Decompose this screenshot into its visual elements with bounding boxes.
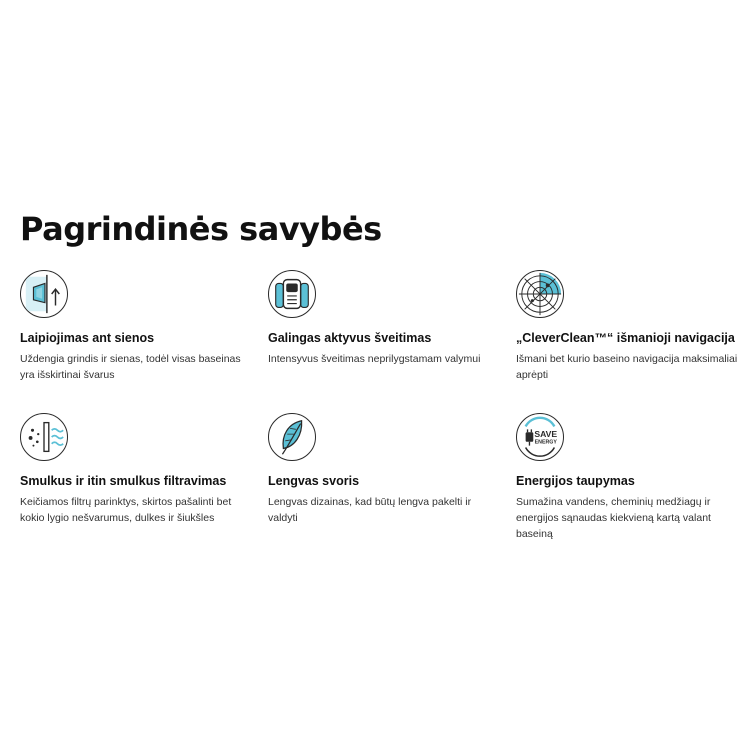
feature-title: Energijos taupymas: [516, 474, 635, 488]
save-energy-line2: ENERGY: [534, 439, 557, 446]
feather-icon: [268, 413, 316, 461]
feature-description: Uždengia grindis ir sienas, todėl visas baseinas yra išskirtinai švarus: [20, 353, 241, 381]
feature-title: Lengvas svoris: [268, 474, 360, 488]
feature-active-brushing: [268, 270, 498, 367]
feature-description: Išmani bet kurio baseino navigacija maksimaliai aprėpti: [516, 353, 738, 381]
radar-navigation-icon: [516, 270, 564, 318]
feature-description: Keičiamos filtrų parinktys, skirtos pašalinti bet kokio lygio nešvarumus, dulkes ir šiukšles: [20, 496, 232, 524]
feature-description: Intensyvus šveitimas neprilygstamam valymui: [268, 353, 481, 365]
feature-title: Laipiojimas ant sienos: [20, 331, 155, 345]
save-energy-line1: SAVE: [534, 429, 558, 439]
feature-description: Sumažina vandens, cheminių medžiagų ir energijos sąnaudas kiekvieną kartą valant baseiną: [516, 496, 711, 540]
save-energy-icon: [516, 413, 564, 461]
active-brushing-icon: [268, 270, 316, 318]
page-title: Pagrindinės savybės: [20, 210, 382, 248]
feature-energy-saving: [516, 413, 746, 542]
feature-title: Smulkus ir itin smulkus filtravimas: [20, 474, 227, 488]
filter-icon: [20, 413, 68, 461]
wall-climbing-icon: [20, 270, 68, 318]
feature-wall-climbing: [20, 270, 250, 383]
feature-cleverclean-navigation: [516, 270, 746, 383]
feature-description: Lengvas dizainas, kad būtų lengva pakelti ir valdyti: [268, 496, 472, 524]
feature-title: „CleverClean™“ išmanioji navigacija: [516, 331, 735, 345]
feature-title: Galingas aktyvus šveitimas: [268, 331, 432, 345]
feature-filtration: [20, 413, 250, 526]
feature-light-weight: [268, 413, 498, 526]
